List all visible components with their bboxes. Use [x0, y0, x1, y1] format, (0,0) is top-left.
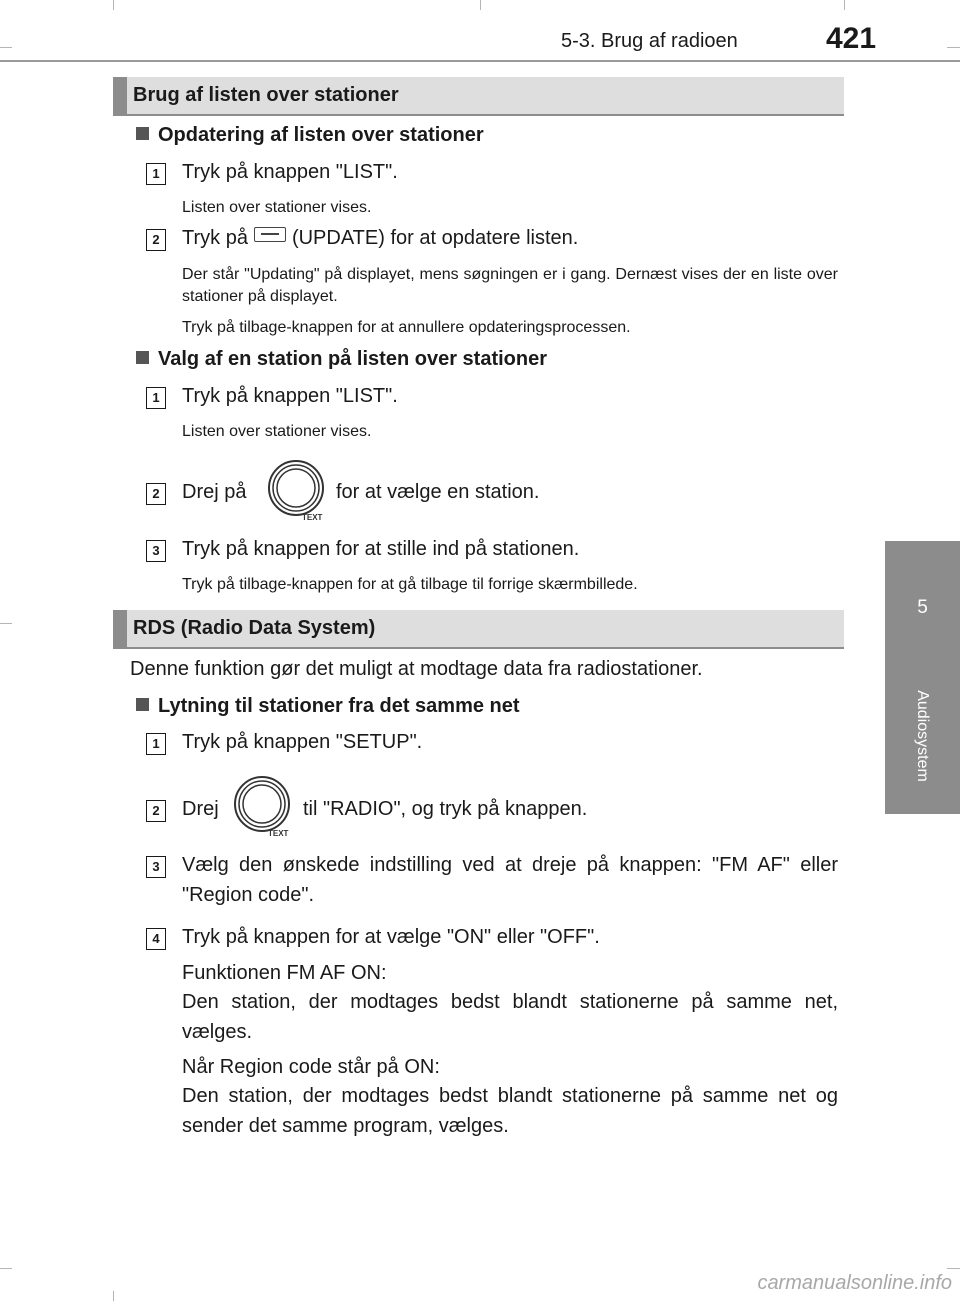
svg-text:TEXT: TEXT — [302, 513, 323, 522]
step-number: 2 — [146, 483, 166, 505]
step-text: Drej — [182, 798, 219, 820]
rds-intro: Denne funktion gør det muligt at modtage data fra radiostationer. — [130, 658, 703, 680]
crop-mark — [844, 0, 845, 10]
crop-mark — [113, 1291, 114, 1301]
step-number: 2 — [146, 800, 166, 822]
step-number: 3 — [146, 540, 166, 562]
step-text: Drej på — [182, 481, 247, 503]
subheading-select-station: Valg af en station på listen over stationer — [136, 348, 547, 371]
page-number: 421 — [826, 22, 877, 55]
step-text: for at vælge en station. — [336, 481, 540, 503]
tune-knob-icon — [232, 774, 296, 838]
step-text: Tryk på knappen for at vælge "ON" eller "OFF". — [182, 926, 600, 948]
chapter-label: Audiosystem — [914, 690, 931, 782]
crop-mark — [0, 623, 12, 624]
step-number: 3 — [146, 856, 166, 878]
section-header-station-list: Brug af listen over stationer — [113, 77, 844, 116]
step-number: 1 — [146, 733, 166, 755]
paragraph-title: Funktionen FM AF ON: — [182, 962, 387, 984]
crop-mark — [0, 47, 12, 48]
crop-mark — [947, 47, 960, 48]
step-number: 4 — [146, 928, 166, 950]
step-text: Tryk på knappen for at stille ind på stationen. — [182, 538, 580, 560]
step-number: 1 — [146, 387, 166, 409]
square-bullet-icon — [136, 127, 149, 140]
subheading-update-list: Opdatering af listen over stationer — [136, 124, 484, 147]
crop-mark — [480, 0, 481, 10]
step-text: til "RADIO", og tryk på knappen. — [303, 798, 588, 820]
step-text: Vælg den ønskede indstilling ved at dreje på knappen: "FM AF" eller "Region code". — [182, 854, 838, 906]
tune-knob-icon — [266, 458, 330, 522]
subheading-same-network: Lytning til stationer fra det samme net — [136, 695, 520, 718]
step-number: 2 — [146, 229, 166, 251]
running-header-section: 5-3. Brug af radioen — [561, 30, 738, 52]
paragraph-text: Den station, der modtages bedst blandt stationerne på samme net og sender det samme program, vælges. — [182, 1085, 838, 1137]
step-text: Tryk på knappen "LIST". — [182, 385, 398, 407]
svg-text:TEXT: TEXT — [268, 829, 289, 838]
chapter-tab — [885, 541, 960, 814]
chapter-number: 5 — [917, 597, 928, 618]
square-bullet-icon — [136, 351, 149, 364]
section-header-rds: RDS (Radio Data System) — [113, 610, 844, 649]
header-rule — [0, 60, 960, 62]
paragraph-text: Den station, der modtages bedst blandt stationerne på samme net, vælges. — [182, 991, 838, 1043]
crop-mark — [947, 1268, 960, 1269]
step-note: Listen over stationer vises. — [182, 199, 372, 216]
step-note: Der står "Updating" på displayet, mens søgningen er i gang. Dernæst vises der en liste over stationer på displayet. — [182, 266, 838, 305]
watermark: carmanualsonline.info — [757, 1272, 952, 1294]
step-text: Tryk på knappen "SETUP". — [182, 731, 423, 753]
crop-mark — [0, 1268, 12, 1269]
paragraph-title: Når Region code står på ON: — [182, 1056, 440, 1078]
step-note: Tryk på tilbage-knappen for at gå tilbage til forrige skærmbillede. — [182, 576, 638, 593]
square-bullet-icon — [136, 698, 149, 711]
step-number: 1 — [146, 163, 166, 185]
step-text: Tryk på knappen "LIST". — [182, 161, 398, 183]
update-button-icon — [254, 227, 286, 242]
step-note: Listen over stationer vises. — [182, 423, 372, 440]
step-text: Tryk på (UPDATE) for at opdatere listen. — [182, 227, 579, 249]
crop-mark — [113, 0, 114, 10]
step-note: Tryk på tilbage-knappen for at annullere opdateringsprocessen. — [182, 319, 631, 336]
